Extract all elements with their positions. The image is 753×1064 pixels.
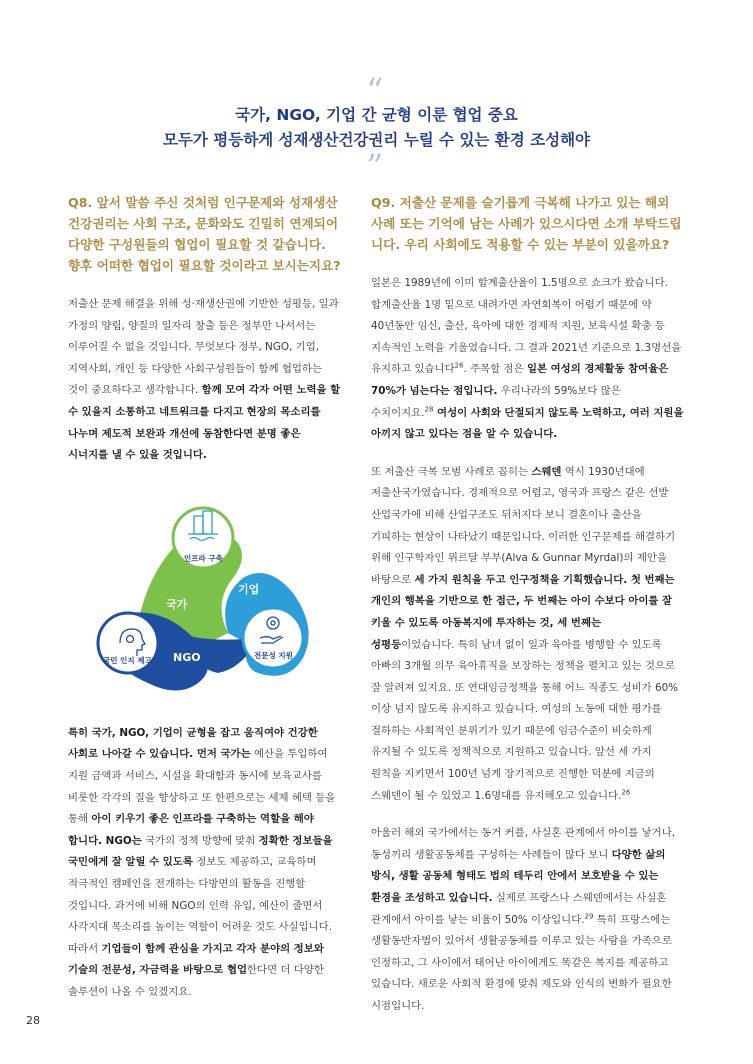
diagram-infra-label: 인프라 구축 (184, 553, 223, 563)
page-headline (60, 103, 693, 153)
diagram-country-label: 국가 (166, 597, 188, 611)
q9-answer-paragraph-1: 일본은 1989년에 이미 합계출산율이 1.5명으로 쇼크가 왔습니다. 합계출산율 1명 밑으로 내려가면 자연회복이 어렵기 때문에 약 40년동안 임신, 출산, 육아에 대한 경제적 지원, 보육시설 확충 등 지속적인 노력을 기울였습니다. 그 결과 2021년 기준으로 1.3명선을 유지하고 있습니다$^{26}$. 주목할 점은 일본 여성의 경제활동 참여율은 70%가 넘는다는 점입니다. 우리나라의 59%보다 많은 수치이지요.$^{28}$ 여성이 사회와 단절되지 않도록 노력하고, 여러 지원을 아끼지 않고 있다는 점을 알 수 있습니다. (371, 277, 684, 441)
headline-line-2: 모두가 평등하게 성재생산건강권리 누릴 수 있는 환경 조성해야 (162, 131, 591, 149)
left-column (68, 192, 342, 1019)
question-q9: Q9. 저출산 문제를 슬기롭게 극복해 나가고 있는 해외 사례 또는 기억에 남는 사례가 있으시다면 소개 부탁드립니다. 우리 사회에도 적용할 수 있는 부분이 있을까요? (371, 195, 682, 252)
collaboration-diagram (68, 483, 342, 703)
q8-answer-paragraph-2: 특히 국가, NGO, 기업이 균형을 잡고 움직여야 건강한 사회로 나아갈 수 있습니다. 먼저 국가는 예산을 투입하여 지원 금액과 서비스, 시설을 확대함과 동시에 보육교사를 비롯한 각각의 질을 향상하고 또 한편으로는 세제 혜택 등을 통해 아이 키우기 좋은 인프라를 구축하는 역할을 해야 합니다. NGO는 국가의 정책 방향에 맞춰 정확한 정보들을 국민에게 잘 알릴 수 있도록 정보도 제공하고, 교육하며 적극적인 캠페인을 전개하는 다방면의 활동을 진행할 것입니다. 과거에 비해 NGO의 인력 유입, 예산이 줄면서 사각지대 목소리를 높이는 역할이 어려운 것도 사실입니다. 따라서 기업들이 함께 관심을 가지고 각자 분야의 정보와 기술의 전문성, 자금력을 바탕으로 협업한다면 더 다양한 솔루션이 나올 수 있겠지요. (68, 726, 336, 998)
q9-answer-paragraph-3: 아울러 해외 국가에서는 동거 커플, 사실혼 관계에서 아이를 낳거나, 동성끼리 생활공동체를 구성하는 사례들이 많다 보니 다양한 삶의 방식, 생활 공동체 형태도 법의 테두리 안에서 보호받을 수 있는 환경을 조성하고 있습니다. 실제로 프랑스나 스웨덴에서는 사실혼 관계에서 아이를 낳는 비율이 50% 이상입니다.$^{29}$ 특히 프랑스에는 생활동반자법이 있어서 생활공동체를 이루고 있는 사람을 가족으로 인정하고, 그 사이에서 태어난 아이에게도 똑같은 복지를 제공하고 있습니다. 새로운 사회적 환경에 맞춰 제도와 인식의 변화가 필요한 시점입니다. (371, 827, 676, 1012)
diagram-company-label: 기업 (238, 582, 260, 596)
diagram-awareness-label: 국민 인지 제고 (103, 655, 152, 665)
collaboration-diagram-graphic (68, 483, 342, 703)
right-column (371, 192, 685, 1034)
q9-answer-paragraph-2: 또 저출산 극복 모범 사례로 꼽히는 스웨덴 역시 1930년대에 저출산국가였습니다. 경제적으로 어렵고, 영국과 프랑스 같은 선발 산업국가에 비해 산업구조도 뒤처지다 보니 결혼이나 출산을 기피하는 현상이 나타났기 때문입니다. 이러한 인구문제를 해결하기 위해 인구학자인 뮈르달 부부(Alva & Gunnar Myrdal)의 제안을 바탕으로 세 가지 원칙을 두고 인구정책을 기획했습니다. 첫 번째는 개인의 행복을 기반으로 한 접근, 두 번째는 아이 수보다 아이를 잘 키울 수 있도록 아동복지에 투자하는 것, 세 번째는 성평등이었습니다. 특히 남녀 없이 일과 육아를 병행할 수 있도록 아빠의 3개월 의무 육아휴직을 보장하는 정책을 펼치고 있는 것으로 잘 알려져 있지요. 또 연대임금정책을 통해 어느 직종도 성비가 60%이상 넘지 않도록 유지하고 있습니다. 여성의 노동에 대한 평가를 절하하는 사회적인 분위기가 있기 때문에 임금수준이 비슷하게 유지될 수 있도록 정책적으로 지원하고 있습니다. 앞선 세 가지 원칙을 지키면서 100년 넘게 장기적으로 진행한 덕분에 지금의 스웨덴이 될 수 있었고 1.6명대를 유지해오고 있습니다.$^{26}$ (371, 465, 679, 802)
headline-line-1: 국가, NGO, 기업 간 균형 이룬 협업 중요 (235, 106, 518, 124)
diagram-ngo-label: NGO (173, 650, 201, 664)
question-q8: Q8. 앞서 말씀 주신 것처럼 인구문제와 성재생산건강권리는 사회 구조, 문화와도 긴밀히 연계되어 다양한 구성원들의 협업이 필요할 것 같습니다. 향후 어떠한 협업이 필요할 것이라고 보시는지요? (68, 195, 341, 273)
diagram-support-label: 전문성 지원 (254, 650, 293, 660)
page-number: 28 (26, 1014, 40, 1027)
open-quote-icon: “ (366, 71, 380, 111)
q8-answer-paragraph-1: 저출산 문제 해결을 위해 성·재생산권에 기반한 성평등, 일과 가정의 양립, 양질의 일자리 창출 등은 정부만 나서서는 이루어질 수 없을 것입니다. 무엇보다 정부, NGO, 기업, 지역사회, 개인 등 다양한 사회구성원들이 함께 협업하는 것이 중요하다고 생각합니다. 함께 모여 각자 어떤 노력을 할 수 있을지 소통하고 네트워크를 다지고 현장의 목소리를 나누며 제도적 보완과 개선에 동참한다면 분명 좋은 시너지를 낼 수 있을 것입니다. (68, 298, 341, 462)
close-quote-icon: ” (366, 147, 380, 187)
